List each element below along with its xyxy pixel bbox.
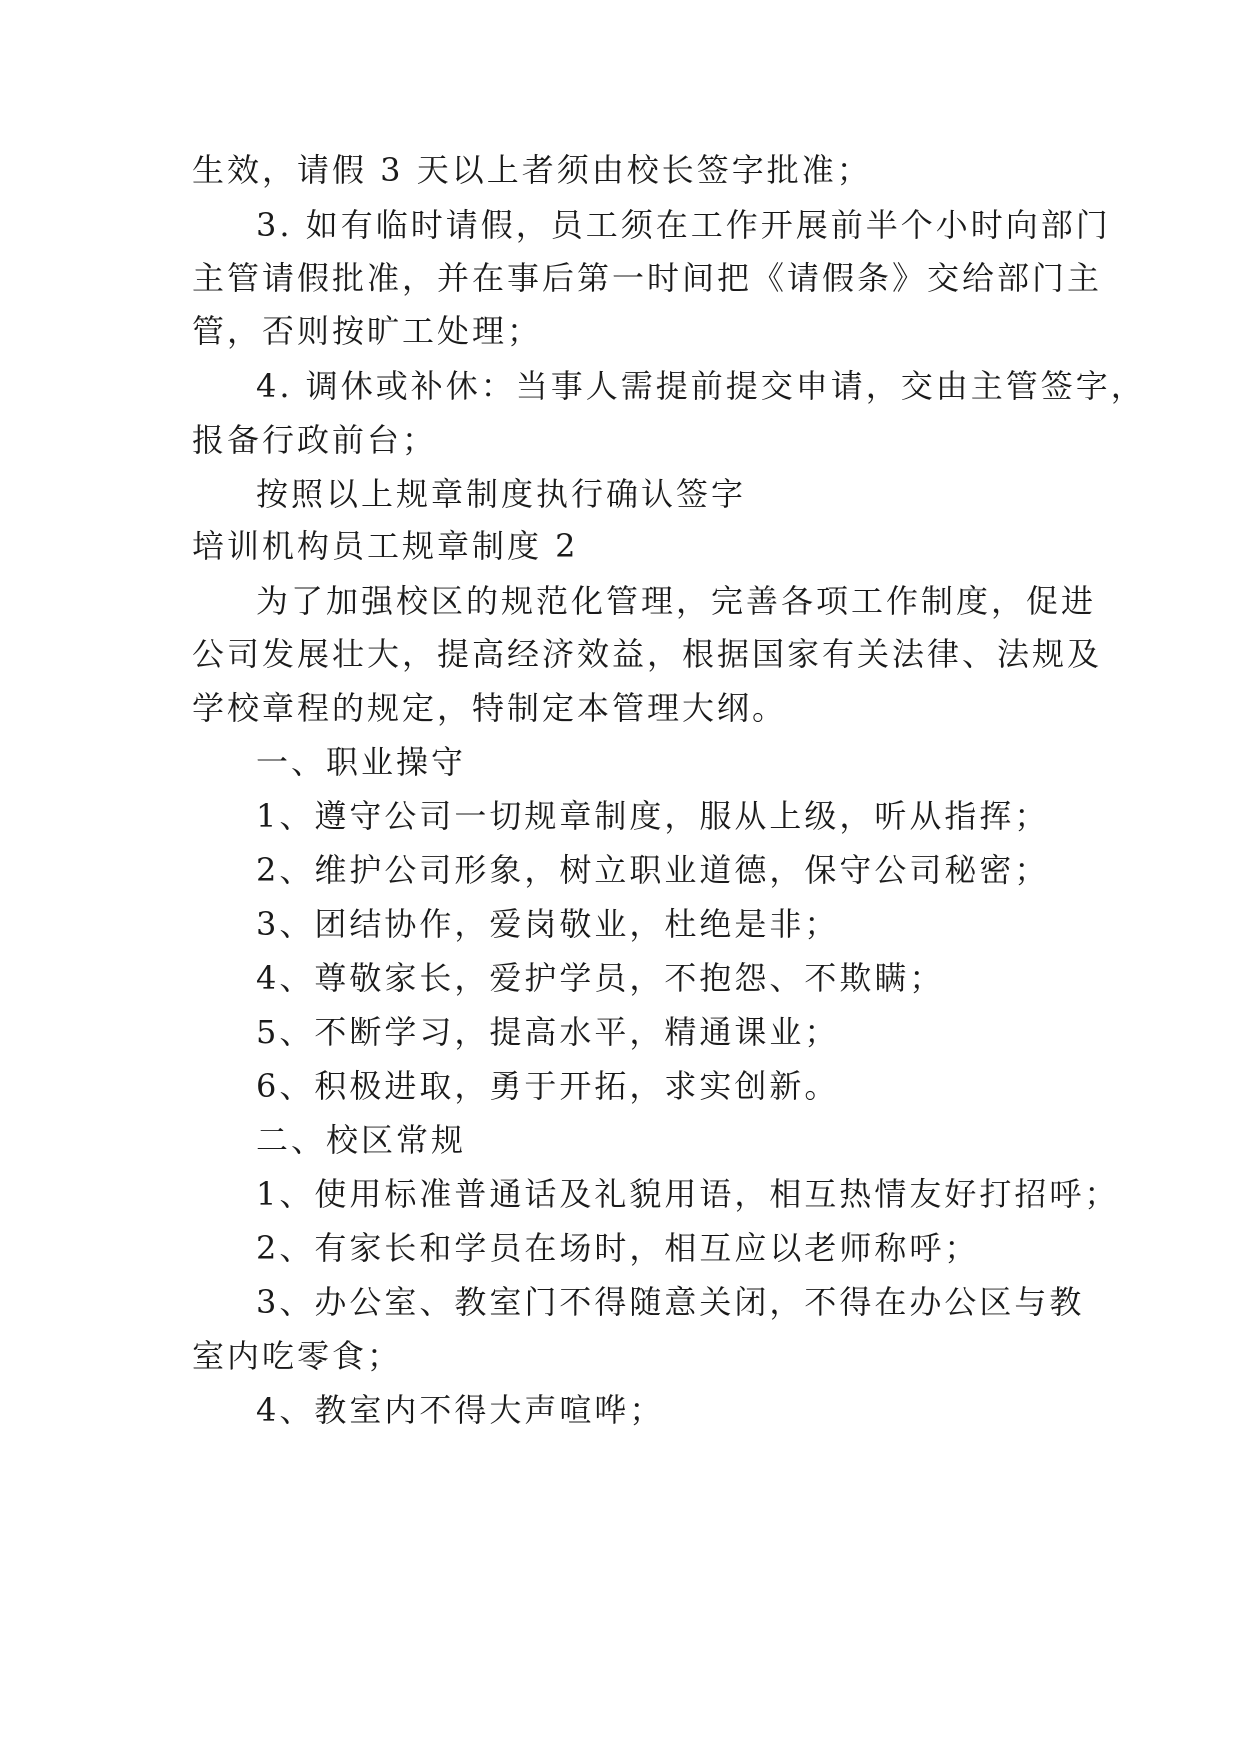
list-item: 5、不断学习，提高水平，精通课业； [256,1013,840,1051]
list-item: 3、团结协作，爱岗敬业，杜绝是非； [256,905,840,943]
heading-1: 一、职业操守 [256,743,467,781]
text-line: 管，否则按旷工处理； [192,312,543,350]
text-line: 按照以上规章制度执行确认签字 [256,475,747,513]
list-item: 4、尊敬家长，爱护学员，不抱怨、不欺瞒； [256,959,945,997]
text-line: 公司发展壮大，提高经济效益，根据国家有关法律、法规及 [192,635,1103,673]
text-line: 主管请假批准，并在事后第一时间把《请假条》交给部门主 [192,259,1103,297]
text-line: 4. 调休或补休：当事人需提前提交申请，交由主管签字， [256,367,1146,405]
text-line: 室内吃零食； [192,1337,403,1375]
list-item: 6、积极进取，勇于开拓，求实创新。 [256,1067,840,1105]
text-line: 学校章程的规定，特制定本管理大纲。 [192,689,788,727]
text-line: 报备行政前台； [192,421,438,459]
text-line: 生效，请假 3 天以上者须由校长签字批准； [192,151,872,189]
list-item: 1、使用标准普通话及礼貌用语，相互热情友好打招呼； [256,1175,1120,1213]
heading-2: 二、校区常规 [256,1121,467,1159]
text-line: 为了加强校区的规范化管理，完善各项工作制度，促进 [256,582,1097,620]
list-item: 2、维护公司形象，树立职业道德，保守公司秘密； [256,851,1050,889]
list-item: 3、办公室、教室门不得随意关闭，不得在办公区与教 [256,1283,1085,1321]
list-item: 2、有家长和学员在场时，相互应以老师称呼； [256,1229,980,1267]
list-item: 4、教室内不得大声喧哗； [256,1391,665,1429]
section-title: 培训机构员工规章制度 2 [192,527,579,565]
list-item: 1、遵守公司一切规章制度，服从上级，听从指挥； [256,797,1050,835]
text-line: 3. 如有临时请假，员工须在工作开展前半个小时向部门 [256,206,1111,244]
